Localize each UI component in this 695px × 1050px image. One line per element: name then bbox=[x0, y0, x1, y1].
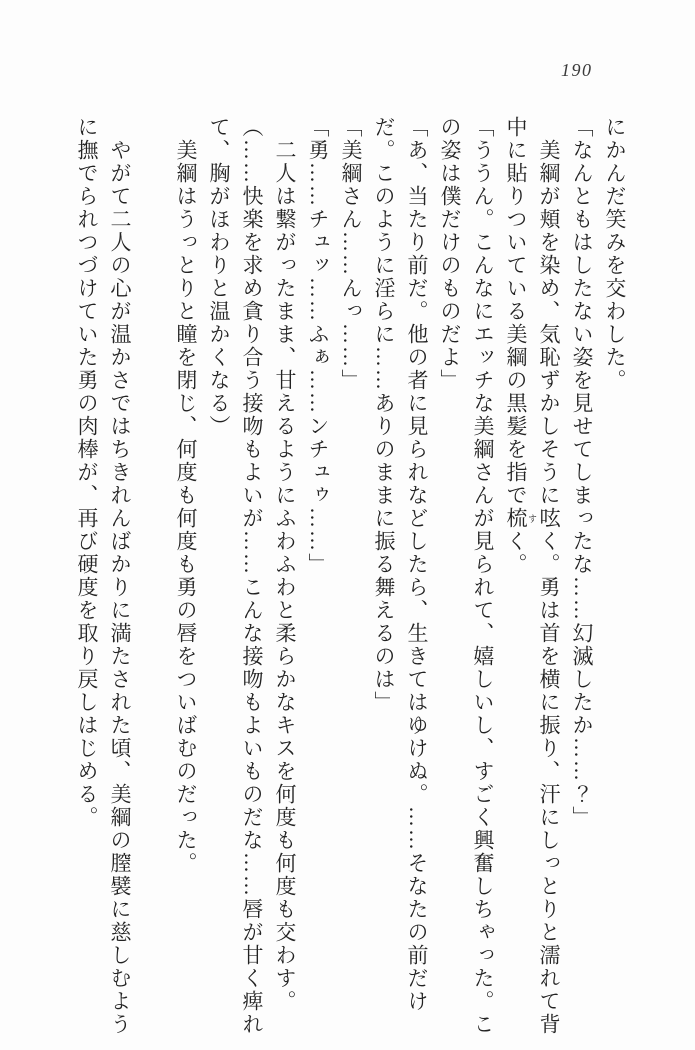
paragraph: 「美綱さん……んっ……」 bbox=[339, 116, 363, 392]
blank-line bbox=[136, 116, 169, 1036]
ruby-annotated-char: 梳 す bbox=[504, 507, 537, 530]
page-number: 190 bbox=[561, 60, 593, 80]
paragraph: 「あ、当たり前だ。他の者に見られなどしたら、生きてはゆけぬ。……そなたの前だけだ。このように淫らに……ありのままに振る舞えるのは」 bbox=[372, 116, 429, 1013]
paragraph: やがて二人の心が温かさではちきれんばかりに満たされた頃、美綱の膣襞に慈しむように撫でられつづけていた勇の肉棒が、再び硬度を取り戻しはじめる。 bbox=[75, 116, 132, 1036]
paragraph: 美綱が頬を染め、気恥ずかしそうに呟く。勇は首を横に振り、汗にしっとりと濡れて背中に貼りついている美綱の黒髪を指で梳 すく。 bbox=[504, 116, 561, 1036]
paragraph: 美綱はうっとりと瞳を閉じ、何度も何度も勇の唇をついばむのだった。 bbox=[174, 139, 198, 875]
paragraph: 二人は繋がったまま、甘えるようにふわふわと柔らかなキスを何度も何度も交わす。 bbox=[273, 139, 297, 1013]
paragraph: 「なんともはしたない姿を見せてしまったな……幻滅したか……？」 bbox=[570, 116, 594, 829]
text-block bbox=[70, 116, 631, 1036]
paragraph: 「勇……チュッ……ふぁ……ンチュゥ……」 bbox=[306, 116, 330, 576]
paragraph: 「ううん。こんなにエッチな美綱さんが見られて、嬉しいし、すごく興奮しちゃった。この姿は僕だけのものだよ」 bbox=[438, 116, 495, 1036]
paragraph: にかんだ笑みを交わした。 bbox=[603, 116, 627, 392]
paragraph: （……快楽を求め貪り合う接吻もよいが……こんな接吻もよいものだな……唇が甘く痺れて、胸がほわりと温かくなる） bbox=[207, 116, 264, 1036]
